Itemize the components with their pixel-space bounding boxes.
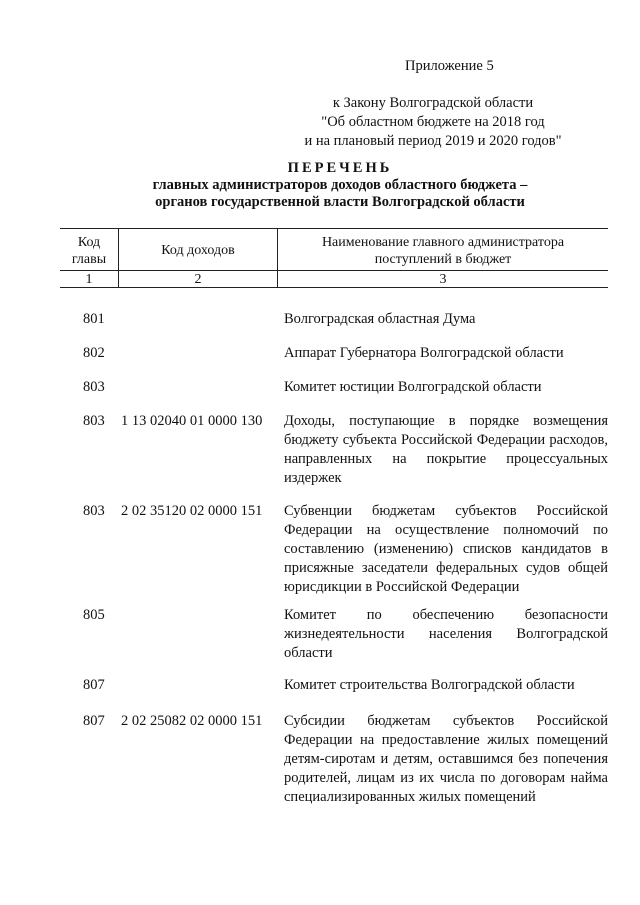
chapter-code: 803 [83, 413, 105, 429]
header-cell-income-code [119, 242, 277, 259]
law-line: "Об областном бюджете на 2018 год [321, 114, 545, 130]
income-code: 1 13 02040 01 0000 130 [121, 413, 263, 429]
administrator-name: Аппарат Губернатора Волгоградской области [284, 345, 564, 361]
administrator-name: Волгоградская областная Дума [284, 311, 476, 327]
law-line: и на плановый период 2019 и 2020 годов" [304, 133, 562, 149]
column-number: 1 [85, 272, 93, 287]
header-cell-administrator-name [278, 234, 608, 268]
chapter-code: 807 [83, 677, 105, 693]
administrator-name: Доходы, поступающие в порядке возмещения бюджету субъекта Российской Федерации расходов, направленных на покрытие процессуальных издержек [284, 413, 608, 486]
law-reference [263, 94, 603, 151]
chapter-code: 802 [83, 345, 105, 361]
chapter-code: 801 [83, 311, 105, 327]
administrator-name: Субвенции бюджетам субъектов Российской Федерации на осуществление полномочий по составлению (изменению) списков кандидатов в присяжные заседатели федеральных судов общей юрисдикции в Российской Федерации [284, 503, 608, 595]
header-text: главы [71, 252, 107, 267]
title-heading: ПЕРЕЧЕНЬ [287, 160, 393, 176]
administrator-name: Субсидии бюджетам субъектов Российской Федерации на предоставление жилых помещений детям-сиротам и детям, оставшимся без попечения родителей, лицам из их числа по договорам найма специализированных жилых помещений [284, 713, 608, 805]
table-top-border [60, 228, 608, 229]
chapter-code: 803 [83, 379, 105, 395]
chapter-code: 805 [83, 607, 105, 623]
income-code: 2 02 35120 02 0000 151 [121, 503, 263, 519]
appendix-label: Приложение 5 [405, 58, 494, 74]
header-text: Код [77, 235, 101, 250]
title-subline: главных администраторов доходов областного бюджета – [152, 177, 528, 193]
header-text: Наименование главного администратора [321, 235, 565, 250]
header-text: поступлений в бюджет [374, 252, 512, 267]
chapter-code: 807 [83, 713, 105, 729]
document-title [0, 160, 640, 211]
header-cell-chapter-code [60, 234, 118, 268]
column-number: 2 [194, 272, 202, 287]
chapter-code: 803 [83, 503, 105, 519]
title-subline: органов государственной власти Волгоградской области [155, 194, 525, 210]
header-text: Код доходов [161, 243, 235, 258]
administrator-name: Комитет юстиции Волгоградской области [284, 379, 542, 395]
administrator-name: Комитет по обеспечению безопасности жизнедеятельности населения Волгоградской области [284, 607, 608, 661]
law-line: к Закону Волгоградской области [332, 95, 534, 111]
income-code: 2 02 25082 02 0000 151 [121, 713, 263, 729]
column-number: 3 [439, 272, 447, 287]
administrator-name: Комитет строительства Волгоградской области [284, 677, 575, 693]
